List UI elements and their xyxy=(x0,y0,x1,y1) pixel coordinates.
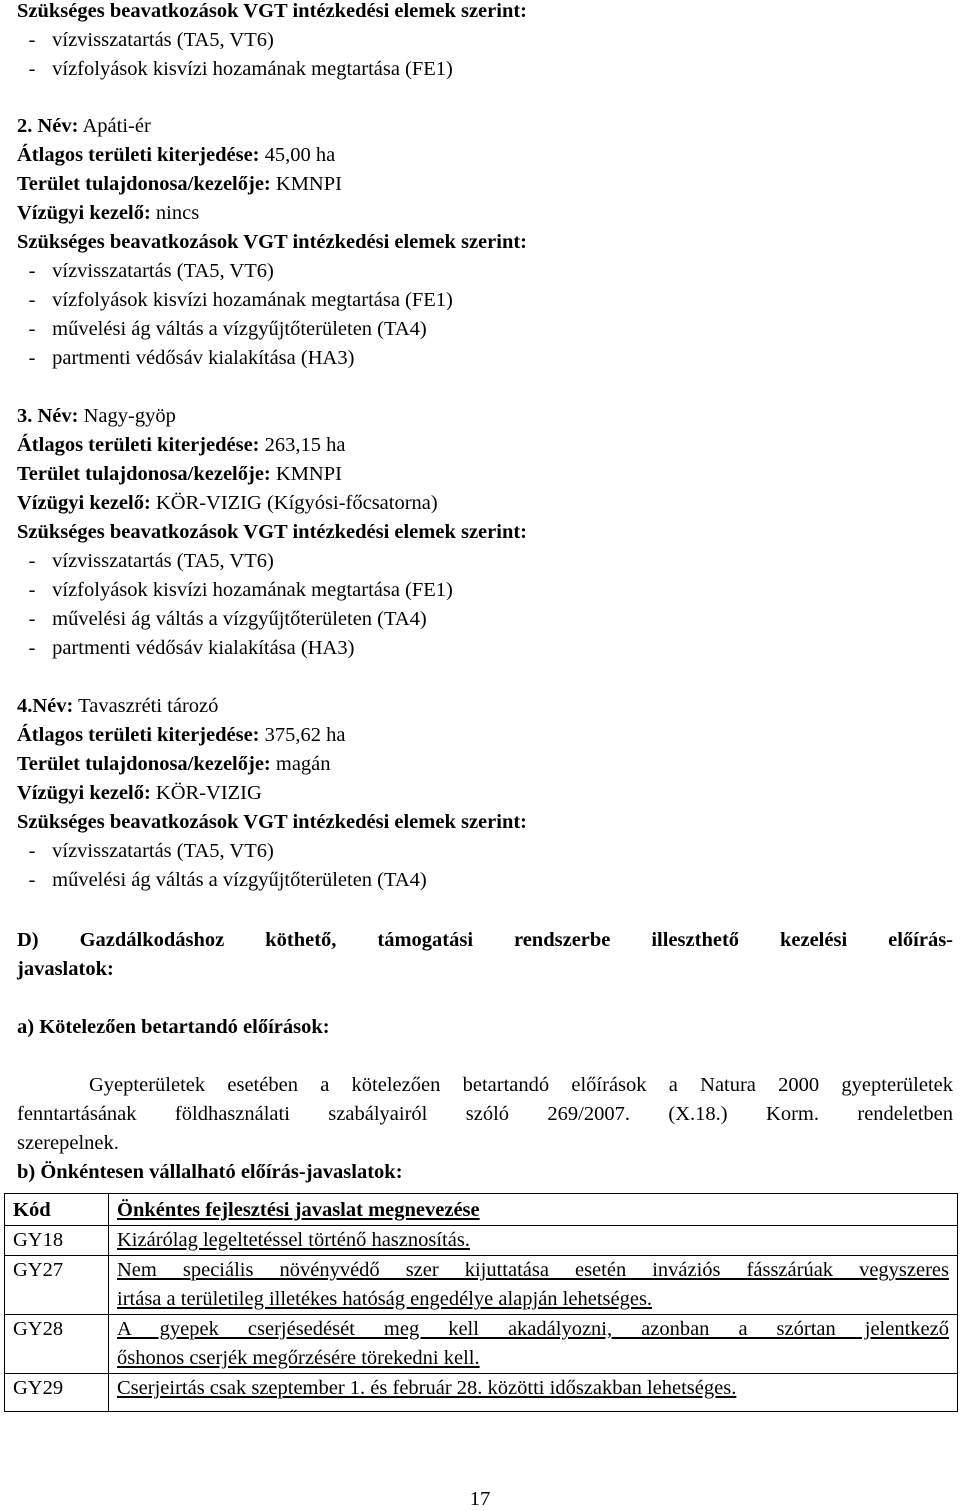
list-item: - vízfolyások kisvízi hozamának megtartása (FE1) xyxy=(28,579,453,601)
list-item: - művelési ág váltás a vízgyűjtőterületen (TA4) xyxy=(28,869,427,891)
recommendations-table xyxy=(4,1193,958,1412)
area-name: Nagy-gyöp xyxy=(83,405,176,427)
page-number: 17 xyxy=(469,1488,491,1510)
area-4: 4.Név: Tavaszréti tározó Átlagos területi kiterjedése: 375,62 ha Terület tulajdonosa/kezelője: magán Vízügyi kezelő: KÖR-VIZIG Szükséges beavatkozások VGT intézkedési elemek szerint: - vízvisszatartás (TA5, VT6) - művelési ág váltás a vízgyűjtőterületen (TA4) xyxy=(17,692,953,895)
table-header-row xyxy=(5,1194,958,1226)
list-item: - partmenti védősáv kialakítása (HA3) xyxy=(28,347,355,369)
section-b-title: b) Önkéntesen vállalható előírás-javaslatok: xyxy=(17,1161,403,1183)
list-item: - művelési ág váltás a vízgyűjtőterületen (TA4) xyxy=(28,608,427,630)
area-3: 3. Név: Nagy-gyöp Átlagos területi kiterjedése: 263,15 ha Terület tulajdonosa/kezelője: KMNPI Vízügyi kezelő: KÖR-VIZIG (Kígyósi-főcsatorna) Szükséges beavatkozások VGT intézkedési elemek szerint: - vízvisszatartás (TA5, VT6) - vízfolyások kisvízi hozamának megtartása (FE1) - művelési ág váltás a vízgyűjtőterületen (TA4) - partmenti védősáv kialakítása (HA3) xyxy=(17,402,953,663)
top-actions-label: Szükséges beavatkozások VGT intézkedési elemek szerint: xyxy=(17,0,528,22)
document-page xyxy=(17,0,953,1187)
list-item: - vízvisszatartás (TA5, VT6) xyxy=(28,260,274,282)
list-item: - vízvisszatartás (TA5, VT6) xyxy=(28,29,274,51)
list-item: - partmenti védősáv kialakítása (HA3) xyxy=(28,637,355,659)
area-name: Apáti-ér xyxy=(82,115,151,137)
header-code: Kód xyxy=(5,1194,109,1226)
list-item: - vízvisszatartás (TA5, VT6) xyxy=(28,550,274,572)
section-a-title: a) Kötelezően betartandó előírások: xyxy=(17,1016,330,1038)
section-a-paragraph: Gyepterületek esetében a kötelezően betartandó előírások a Natura 2000 gyepterületek fenntartásának földhasználati szabályairól szóló 269/2007. (X.18.) Korm. rendeletben szerepelnek. xyxy=(17,1074,953,1154)
list-item: - vízfolyások kisvízi hozamának megtartása (FE1) xyxy=(28,58,453,80)
section-d-heading: D) Gazdálkodáshoz köthető, támogatási rendszerbe illeszthető kezelési előírás- javaslatok: xyxy=(17,929,953,980)
list-item: - vízvisszatartás (TA5, VT6) xyxy=(28,840,274,862)
list-item: - vízfolyások kisvízi hozamának megtartása (FE1) xyxy=(28,289,453,311)
table-row: GY28 A gyepek cserjésedését meg kell akadályozni, azonban a szórtan jelentkező őshonos cserjék megőrzésére törekedni kell. xyxy=(5,1315,958,1374)
table-row: GY18 Kizárólag legeltetéssel történő hasznosítás. xyxy=(5,1226,958,1256)
area-2: 2. Név: Apáti-ér Átlagos területi kiterjedése: 45,00 ha Terület tulajdonosa/kezelője: KMNPI Vízügyi kezelő: nincs Szükséges beavatkozások VGT intézkedési elemek szerint: - vízvisszatartás (TA5, VT6) - vízfolyások kisvízi hozamának megtartása (FE1) - művelési ág váltás a vízgyűjtőterületen (TA4) - partmenti védősáv kialakítása (HA3) xyxy=(17,112,953,373)
header-desc: Önkéntes fejlesztési javaslat megnevezése xyxy=(109,1194,958,1226)
list-item: - művelési ág váltás a vízgyűjtőterületen (TA4) xyxy=(28,318,427,340)
table-row: GY27 Nem speciális növényvédő szer kijuttatása esetén inváziós fásszárúak vegyszeres irtása a területileg illetékes hatóság engedélye alapján lehetséges. xyxy=(5,1256,958,1315)
table-row: GY29 Cserjeirtás csak szeptember 1. és február 28. közötti időszakban lehetséges. xyxy=(5,1374,958,1412)
area-name: Tavaszréti tározó xyxy=(78,695,219,717)
